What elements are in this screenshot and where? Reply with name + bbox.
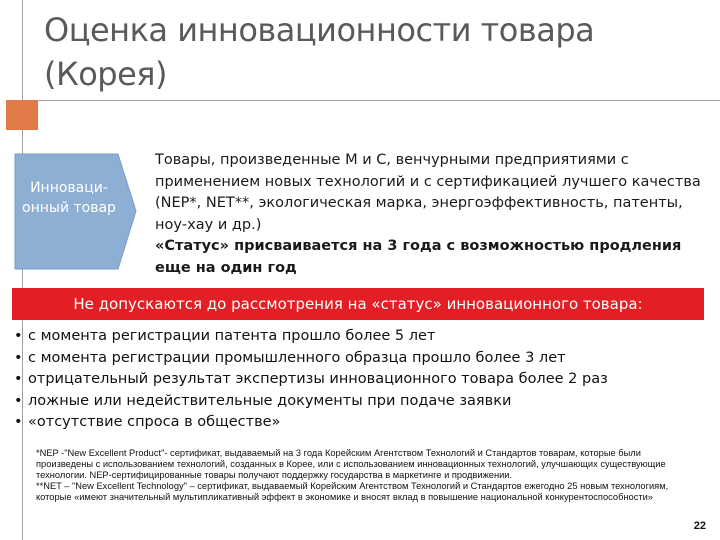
bullet-icon: • <box>14 371 23 387</box>
decorative-vertical-line <box>22 0 23 540</box>
list-item-text: с момента регистрации промышленного образца прошло более 3 лет <box>28 349 566 366</box>
accent-square <box>6 100 38 130</box>
list-item-text: отрицательный результат экспертизы инновационного товара более 2 раз <box>28 371 608 387</box>
footnote-net: **NET – "New Excellent Technology" – сертификат, выдаваемый Корейским Агентством Технологий и Стандартов ежегодно 25 новым технологиям, которые «имеют значительный мультипликативный эффект в экономике и вносят вклад в повышение национальной конкурентоспособности» <box>36 481 669 502</box>
list-item <box>14 369 704 391</box>
product-description <box>155 150 710 279</box>
list-item-text: с момента регистрации патента прошло более 5 лет <box>28 328 436 344</box>
list-item-text: «отсутствие спроса в обществе» <box>28 414 281 430</box>
list-item <box>14 391 704 413</box>
list-item <box>14 412 704 434</box>
description-text: Товары, произведенные М и С, венчурными предприятиями с применением новых технологий и с сертификацией лучшего качества (NEP*, NET**, экологическая марка, энергоэффективность, патенты, ноу-хау и др.) <box>155 152 701 233</box>
slide-title: Оценка инновационности товара (Корея) <box>44 11 595 93</box>
bullet-icon: • <box>14 392 23 409</box>
footnote-nep: *NEP -"New Excellent Product"- сертификат, выдаваемый на 3 года Корейским Агентством Технологий и Стандартов товарам, которые были произведены с использованием технологий, созданных в Корее, или с использованием инновационных технологий, улучшающих существующие технологии. NEP-сертифицированные товары получают поддержку государства в маркетинге и продвижении. <box>36 448 666 480</box>
bullet-icon: • <box>14 414 23 430</box>
page-number: 22 <box>693 520 706 532</box>
bullet-icon: • <box>14 349 23 366</box>
exclusion-banner: Не допускаются до рассмотрения на «статус» инновационного товара: <box>12 288 704 320</box>
status-duration-text: «Статус» присваивается на 3 года с возможностью продления еще на один год <box>155 238 682 276</box>
exclusion-list <box>14 326 704 434</box>
decorative-horizontal-line <box>38 100 720 101</box>
bullet-icon: • <box>14 328 23 344</box>
innovative-product-label: Инноваци-онный товар <box>22 180 116 216</box>
list-item <box>14 348 704 370</box>
footnotes <box>36 448 696 503</box>
list-item-text: ложные или недействительные документы при подаче заявки <box>28 392 512 409</box>
list-item <box>14 326 704 348</box>
